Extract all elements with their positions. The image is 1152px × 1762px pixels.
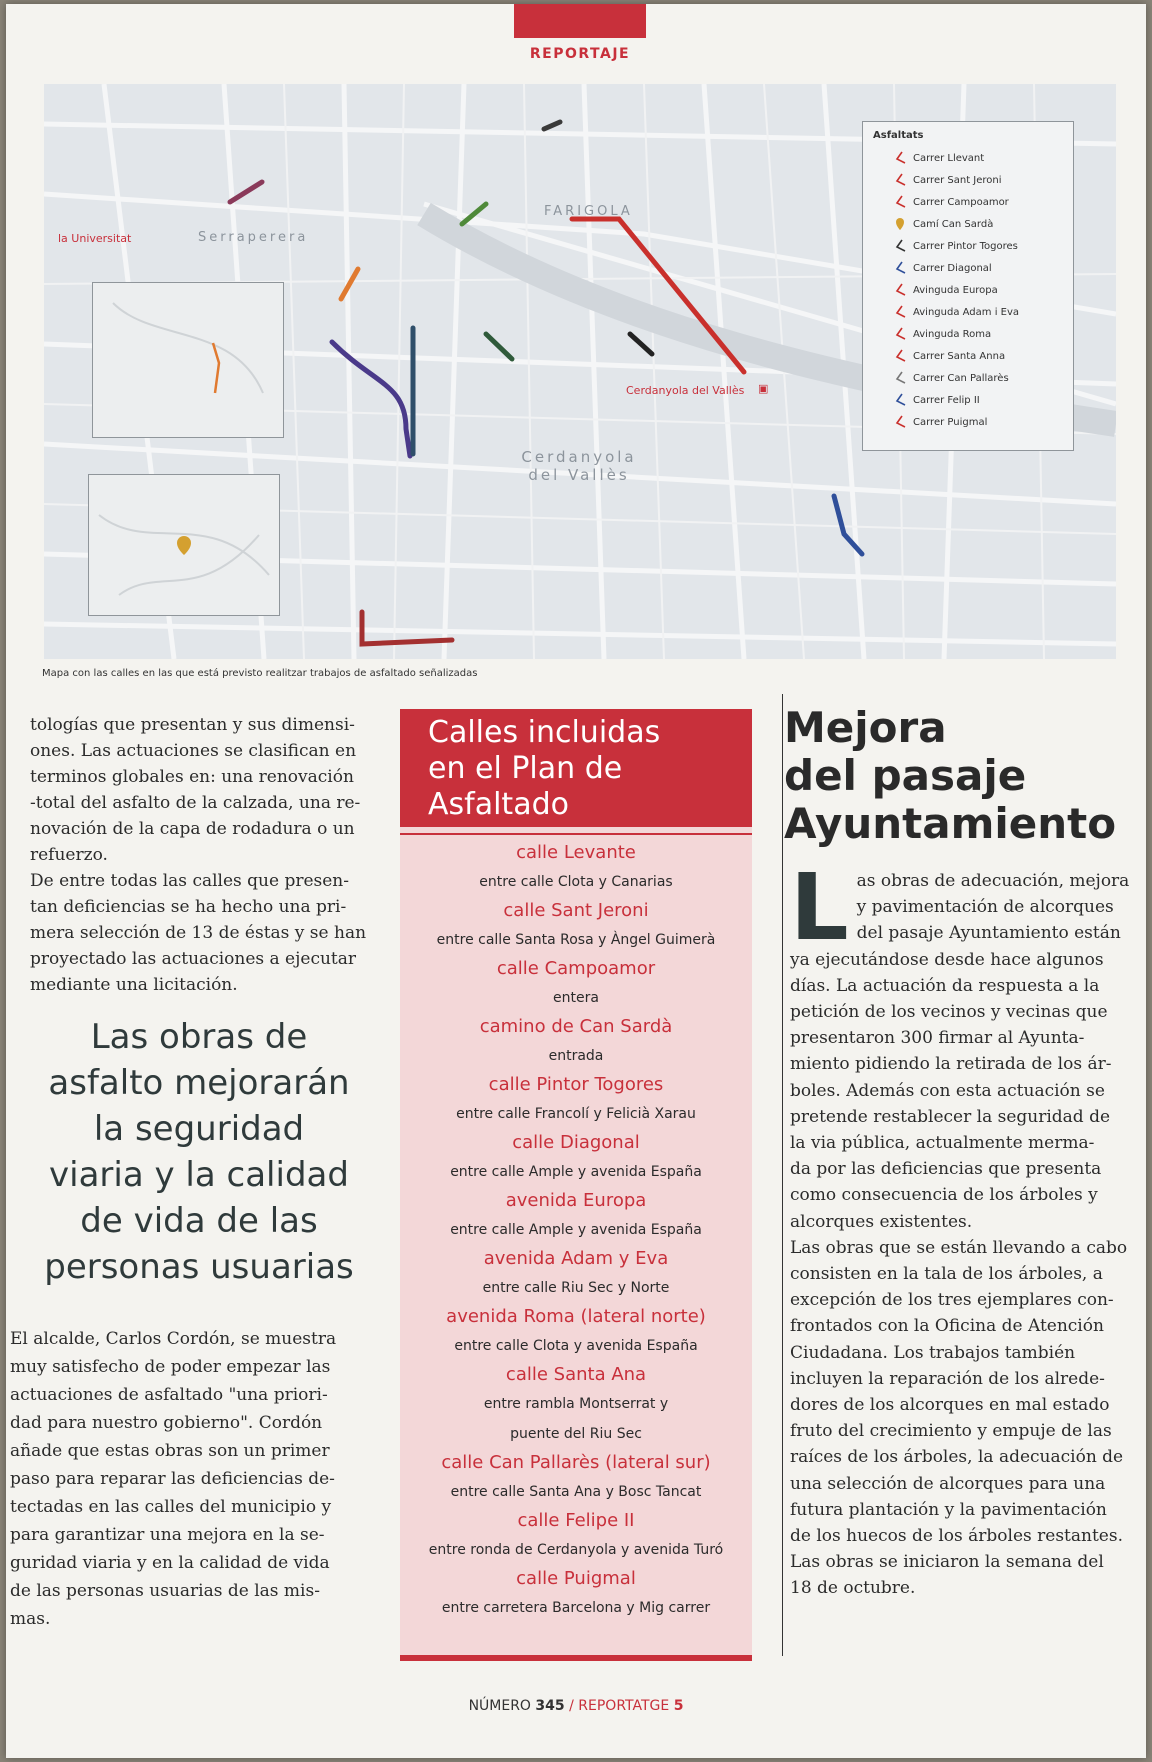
street-range: entrada [548, 1048, 604, 1064]
street-range: entre calle Riu Sec y Norte [482, 1280, 670, 1296]
street-icon [893, 305, 907, 319]
text-line: El alcalde, Carlos Cordón, se muestra [10, 1329, 337, 1349]
street-range: entre ronda de Cerdanyola y avenida Turó [428, 1542, 724, 1558]
legend-label: Camí Can Sardà [913, 218, 994, 230]
street-name: calle Felipe II [517, 1510, 635, 1531]
legend-label: Carrer Campoamor [913, 196, 1009, 208]
map-label-farigola: FARIGOLA [544, 204, 633, 219]
text-line: alcorques existentes. [790, 1211, 973, 1232]
street-map [44, 84, 1116, 659]
legend-label: Avinguda Europa [913, 284, 998, 296]
pull-quote-line: personas usuarias [44, 1247, 354, 1287]
text-line: terminos globales en: una renovación [30, 767, 354, 787]
legend-item [863, 257, 1073, 279]
legend-label: Carrer Sant Jeroni [913, 174, 1002, 186]
article-text-bottom [10, 1325, 374, 1633]
text-line: mediante una licitación. [30, 975, 238, 995]
pin-icon [893, 217, 907, 231]
text-line: fruto del crecimiento y empuje de las [790, 1421, 1112, 1442]
streets-box [400, 709, 752, 1661]
legend-label: Carrer Puigmal [913, 416, 988, 428]
street-name: camino de Can Sardà [479, 1016, 673, 1037]
text-line: Las obras se iniciaron la semana del [790, 1552, 1104, 1573]
text-line: excepción de los tres ejemplares con- [790, 1290, 1114, 1311]
street-range: entre calle Francolí y Felicià Xarau [456, 1106, 696, 1122]
legend-item [863, 169, 1073, 191]
box-title-line: en el Plan de [428, 751, 623, 786]
pull-quote-line: de vida de las [80, 1201, 318, 1241]
legend-item [863, 191, 1073, 213]
text-line: y pavimentación de alcorques [856, 897, 1114, 918]
text-line: futura plantación y la pavimentación [790, 1499, 1107, 1520]
text-line: da por las deficiencias que presenta [790, 1159, 1102, 1180]
legend-label: Carrer Diagonal [913, 262, 992, 274]
text-line: 18 de octubre. [790, 1578, 916, 1599]
footer-page-number: 5 [673, 1698, 684, 1714]
title-line: del pasaje [784, 751, 1027, 800]
text-line: proyectado las actuaciones a ejecutar [30, 949, 357, 969]
pull-quote [14, 1014, 384, 1290]
street-name: calle Can Pallarès (lateral sur) [441, 1452, 711, 1473]
legend-item [863, 213, 1073, 235]
text-line: tectadas en las calles del municipio y [10, 1497, 332, 1517]
street-range: entre calle Ample y avenida España [450, 1222, 702, 1238]
text-line: De entre todas las calles que presen- [30, 871, 349, 891]
legend-item [863, 235, 1073, 257]
text-line: añade que estas obras son un primer [10, 1441, 330, 1461]
text-line: de las personas usuarias de las mis- [10, 1581, 320, 1601]
text-line: ones. Las actuaciones se clasifican en [30, 741, 357, 761]
street-range: entre calle Santa Rosa y Àngel Guimerà [436, 932, 716, 948]
map-inset-street [92, 282, 284, 438]
station-icon: ▣ [758, 382, 769, 395]
pin-icon [177, 536, 191, 555]
section-label: REPORTAJE [529, 46, 631, 62]
street-name: calle Levante [516, 842, 636, 863]
street-name: avenida Roma (lateral norte) [446, 1306, 706, 1327]
legend-item [863, 323, 1073, 345]
street-icon [893, 415, 907, 429]
map-inset-pin [88, 474, 280, 616]
street-icon [893, 349, 907, 363]
street-name: calle Santa Ana [505, 1364, 647, 1385]
article-text-top [30, 712, 386, 998]
streets-box-title [400, 709, 752, 827]
street-range: entre calle Clota y avenida España [454, 1338, 698, 1354]
street-icon [893, 173, 907, 187]
street-name: calle Puigmal [516, 1568, 636, 1589]
dropcap: L [790, 854, 849, 961]
street-name: calle Sant Jeroni [503, 900, 649, 921]
text-line: frontados con la Oficina de Atención [790, 1316, 1104, 1337]
text-line: la via pública, actualmente merma- [790, 1133, 1095, 1154]
map-label-station: Cerdanyola del Vallès [626, 384, 745, 397]
street-range: entre rambla Montserrat y [483, 1396, 669, 1412]
legend-items [863, 147, 1073, 433]
text-line: tologías que presentan y sus dimensi- [30, 715, 355, 735]
text-line: mas. [10, 1609, 51, 1629]
pull-quote-line: la seguridad [93, 1109, 305, 1149]
street-icon [893, 393, 907, 407]
legend-label: Carrer Llevant [913, 152, 985, 164]
text-line: para garantizar una mejora en la se- [10, 1525, 325, 1545]
legend-label: Carrer Pintor Togores [913, 240, 1018, 252]
text-line: Ciudadana. Los trabajos también [790, 1342, 1076, 1363]
text-line: as obras de adecuación, mejora [856, 871, 1130, 891]
text-line: Las obras que se están llevando a cabo [790, 1237, 1128, 1258]
street-range: entre calle Santa Ana y Bosc Tancat [450, 1484, 702, 1500]
legend-label: Avinguda Adam i Eva [913, 306, 1020, 318]
pull-quote-line: asfalto mejorarán [48, 1063, 350, 1103]
street-name: avenida Adam y Eva [483, 1248, 669, 1269]
street-range: puente del Riu Sec [510, 1426, 642, 1442]
text-line: del pasaje Ayuntamiento están [856, 923, 1121, 944]
text-line: actuaciones de asfaltado "una priori- [10, 1385, 328, 1405]
street-range: entre calle Ample y avenida España [450, 1164, 702, 1180]
text-line: consisten en la tala de los árboles, a [790, 1264, 1103, 1285]
magazine-page [6, 4, 1146, 1758]
legend-label: Carrer Can Pallarès [913, 372, 1009, 384]
footer-section: REPORTATGE [578, 1698, 670, 1714]
text-line: presentaron 300 firmar al Ayunta- [790, 1028, 1085, 1049]
text-line: raíces de los árboles, la adecuación de [790, 1447, 1124, 1468]
street-icon [893, 151, 907, 165]
box-title-line: Calles incluidas [428, 715, 661, 750]
text-line: miento pidiendo la retirada de los ár- [790, 1054, 1112, 1075]
street-icon [893, 283, 907, 297]
text-line: -total del asfalto de la calzada, una re- [30, 793, 361, 813]
map-label-universitat: la Universitat [58, 232, 132, 245]
text-line: refuerzo. [30, 845, 108, 865]
legend-item [863, 389, 1073, 411]
street-icon [893, 327, 907, 341]
section-tab [514, 4, 646, 66]
text-line: dad para nuestro gobierno". Cordón [10, 1413, 323, 1433]
map-label-city: Cerdanyola del Vallès [521, 448, 637, 484]
street-name: calle Diagonal [512, 1132, 640, 1153]
legend-item [863, 147, 1073, 169]
legend-label: Carrer Santa Anna [913, 350, 1006, 362]
sidebar-article-title [784, 704, 1152, 848]
text-line: de los huecos de los árboles restantes. [790, 1526, 1123, 1547]
street-icon [893, 371, 907, 385]
text-line: incluyen la reparación de los alrede- [790, 1368, 1105, 1389]
sidebar-article-text [790, 854, 1152, 1602]
text-line: guridad viaria y en la calidad de vida [10, 1553, 330, 1573]
street-name: calle Pintor Togores [488, 1074, 664, 1095]
legend-item [863, 301, 1073, 323]
legend-item [863, 345, 1073, 367]
legend-label: Avinguda Roma [913, 328, 992, 340]
text-line: boles. Además con esta actuación se [790, 1080, 1105, 1101]
column-divider [782, 694, 783, 1656]
title-line: Ayuntamiento [784, 799, 1117, 848]
street-icon [893, 261, 907, 275]
text-line: muy satisfecho de poder empezar las [10, 1357, 331, 1377]
street-range: entre calle Clota y Canarias [479, 874, 673, 890]
street-name: calle Campoamor [496, 958, 656, 979]
footer-label: NÚMERO [468, 1698, 531, 1714]
map-label-serraperera: Serraperera [198, 230, 309, 245]
legend-item [863, 279, 1073, 301]
map-caption: Mapa con las calles en las que está previsto realitzar trabajos de asfaltado señalizadas [42, 668, 478, 679]
page-footer [6, 1698, 1146, 1714]
legend-item [863, 411, 1073, 433]
map-legend [862, 121, 1074, 451]
text-line: novación de la capa de rodadura o un [30, 819, 355, 839]
street-range: entre carretera Barcelona y Mig carrer [441, 1600, 711, 1616]
text-line: una selección de alcorques para una [790, 1473, 1106, 1494]
street-icon [893, 239, 907, 253]
text-line: días. La actuación da respuesta a la [790, 975, 1100, 996]
pull-quote-line: Las obras de [90, 1017, 308, 1057]
text-line: dores de los alcorques en mal estado [790, 1395, 1110, 1416]
streets-list [400, 835, 752, 1623]
footer-separator: / [569, 1698, 574, 1714]
street-range: entera [553, 990, 599, 1006]
box-title-line: Asfaltado [428, 787, 569, 822]
text-line: pretende restablecer la seguridad de [790, 1106, 1111, 1127]
street-icon [893, 195, 907, 209]
legend-label: Carrer Felip II [913, 394, 980, 406]
text-line: paso para reparar las deficiencias de- [10, 1469, 335, 1489]
text-line: petición de los vecinos y vecinas que [790, 1002, 1108, 1023]
footer-issue-number: 345 [535, 1698, 565, 1714]
street-name: avenida Europa [505, 1190, 647, 1211]
text-line: como consecuencia de los árboles y [790, 1185, 1098, 1206]
text-line: tan deficiencias se ha hecho una pri- [30, 897, 347, 917]
text-line: ya ejecutándose desde hace algunos [790, 949, 1104, 970]
text-line: mera selección de 13 de éstas y se han [30, 923, 367, 943]
legend-item [863, 367, 1073, 389]
legend-title: Asfaltats [873, 130, 924, 141]
pull-quote-line: viaria y la calidad [49, 1155, 349, 1195]
title-line: Mejora [784, 703, 947, 752]
